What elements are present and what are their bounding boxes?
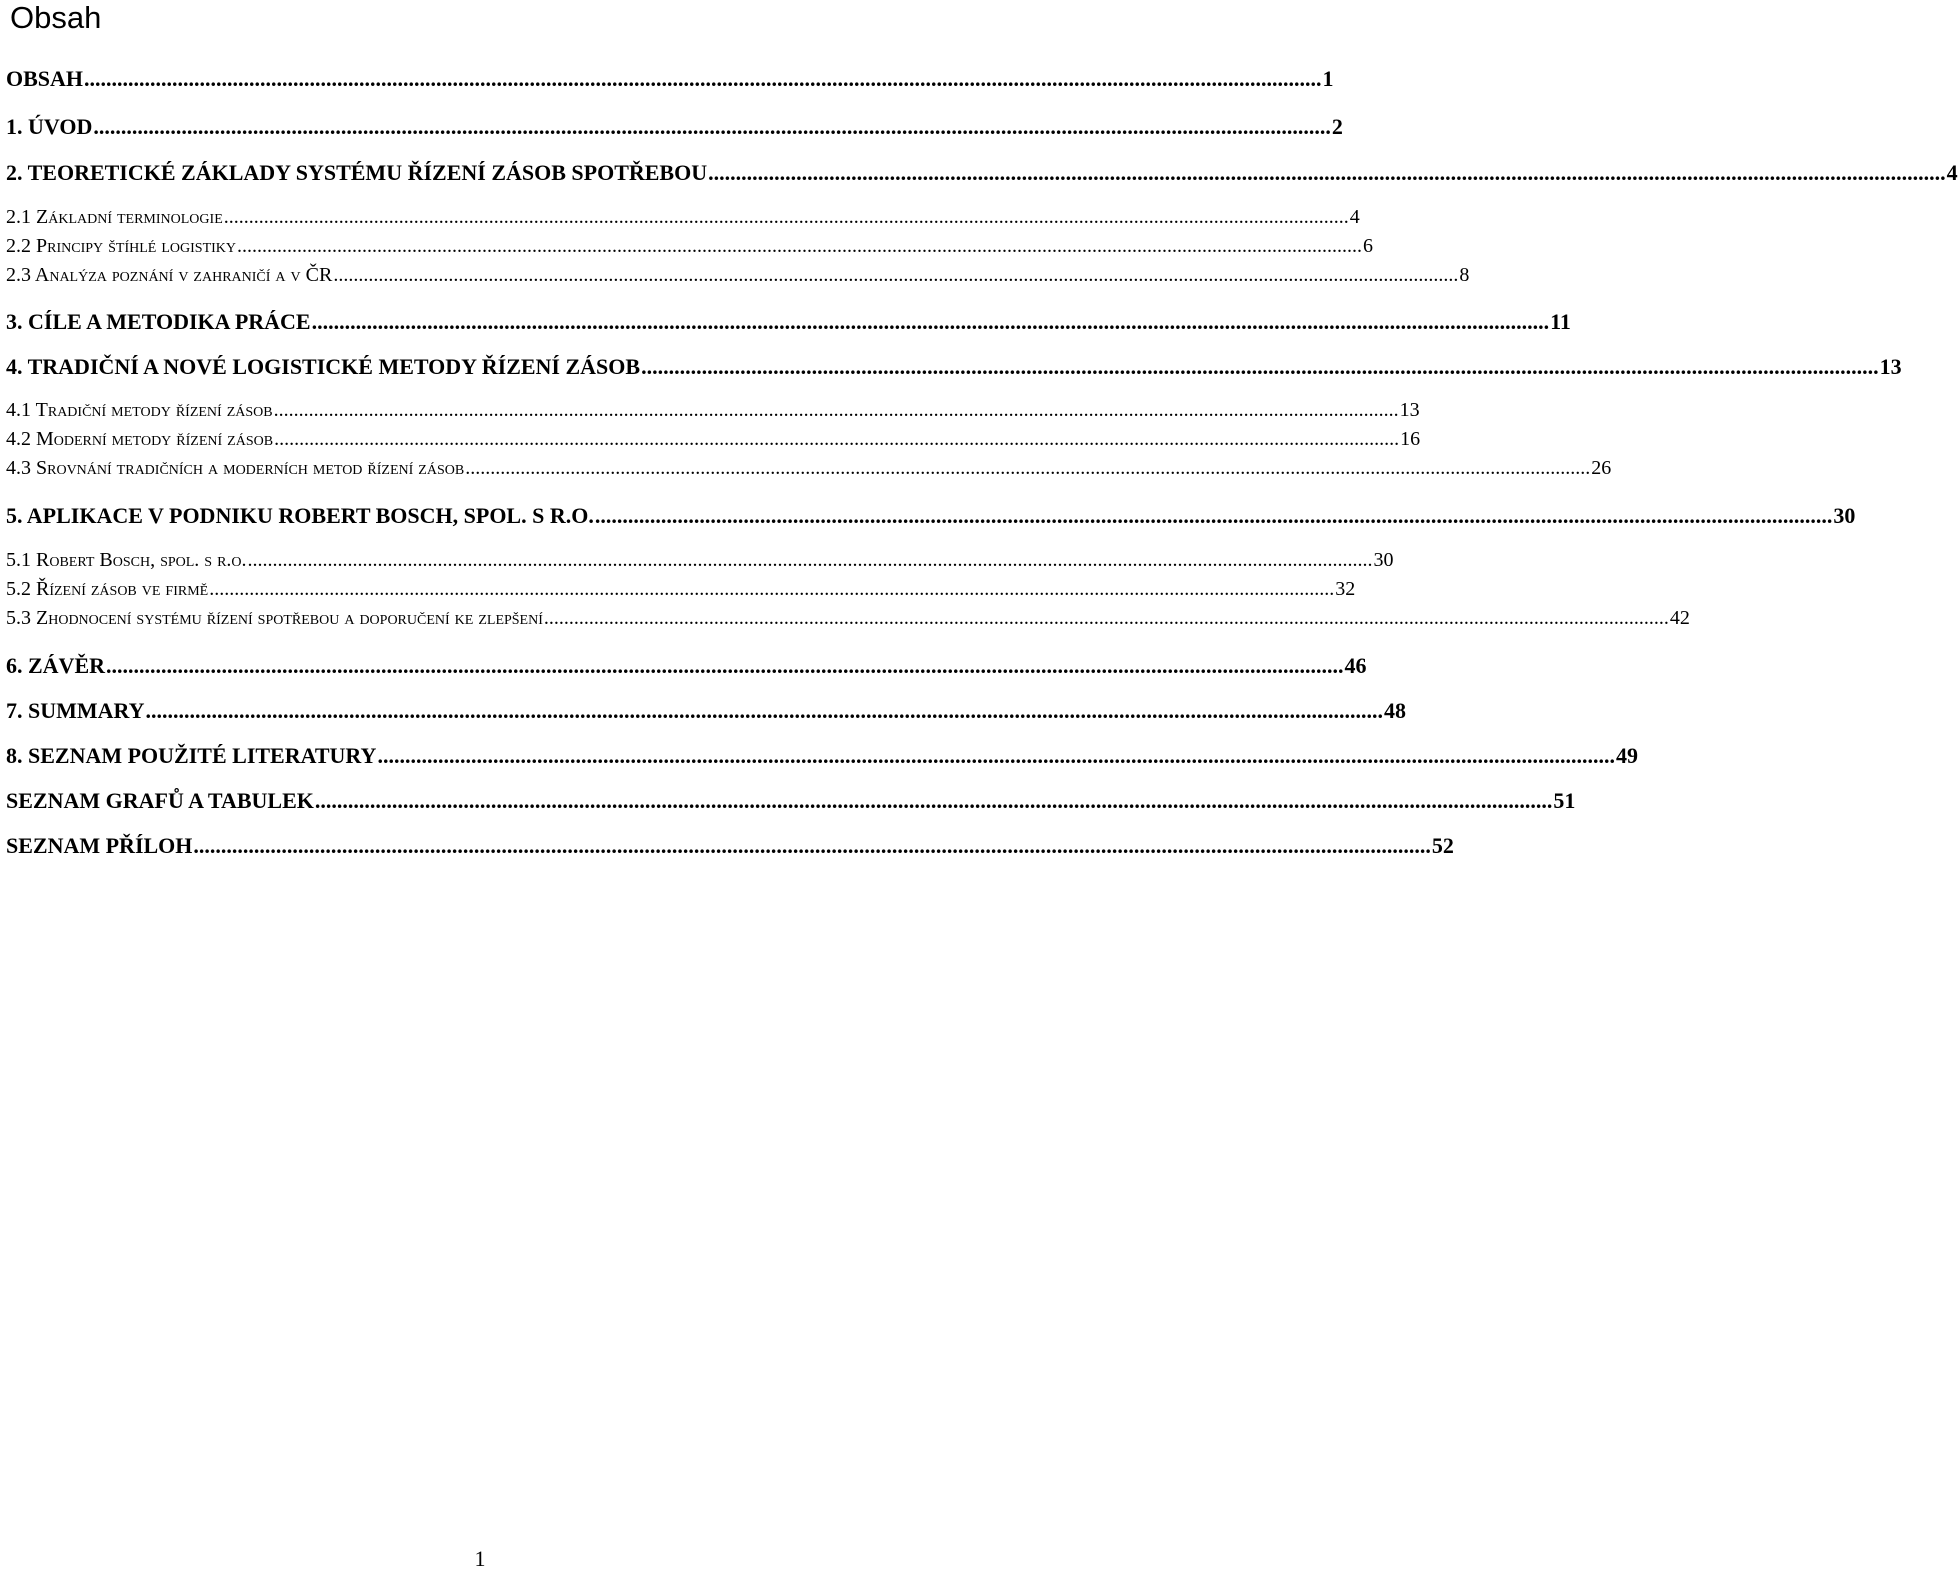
toc-entry-title: 4.1 Tradiční metody řízení zásob (6, 399, 273, 421)
toc-entry-zhodnoceni-systemu[interactable] (6, 607, 1690, 630)
toc-entry-title: 5. APLIKACE V PODNIKU ROBERT BOSCH, SPOL. S R.O. (6, 503, 594, 528)
toc-entry-title: 5.3 Zhodnocení systému řízení spotřebou a doporučení ke zlepšení (6, 607, 543, 629)
toc-entry-page: 8 (1459, 264, 1470, 286)
toc-entry-title: 2.2 Principy štíhlé logistiky (6, 235, 236, 257)
toc-leader-dots: ................................................................................................................................................................................................................................. (708, 160, 1946, 185)
toc-entry-title: 6. ZÁVĚR (6, 653, 106, 678)
toc-entry-page: 30 (1833, 503, 1856, 528)
toc-leader-dots: ................................................................................................................................................................................................................................. (193, 833, 1431, 858)
toc-entry-seznam-literatury[interactable] (6, 743, 1638, 769)
toc-leader-dots: ................................................................................................................................................................................................................................. (641, 354, 1879, 379)
toc-entry-title: 4. TRADIČNÍ A NOVÉ LOGISTICKÉ METODY ŘÍZENÍ ZÁSOB (6, 354, 641, 379)
toc-entry-rizeni-zasob-ve-firme[interactable] (6, 578, 1356, 601)
toc-entry-title: 2. TEORETICKÉ ZÁKLADY SYSTÉMU ŘÍZENÍ ZÁSOB SPOTŘEBOU (6, 160, 708, 185)
toc-entry-page: 32 (1335, 578, 1356, 600)
toc-entry-page: 13 (1399, 399, 1420, 421)
toc-entry-page: 2 (1331, 114, 1343, 139)
toc-leader-dots: ................................................................................................................................................................................................................................. (274, 428, 1400, 450)
toc-leader-dots: ................................................................................................................................................................................................................................. (377, 743, 1615, 768)
toc-entry-page: 13 (1879, 354, 1902, 379)
toc-leader-dots: ................................................................................................................................................................................................................................. (145, 698, 1384, 723)
toc-leader-dots: ................................................................................................................................................................................................................................. (223, 206, 1349, 228)
toc-entry-page: 16 (1400, 428, 1421, 450)
toc-entry-title: 3. CÍLE A METODIKA PRÁCE (6, 309, 311, 334)
toc-entry-page: 4 (1946, 160, 1958, 185)
toc-entry-title: 1. ÚVOD (6, 114, 93, 139)
toc-leader-dots: ................................................................................................................................................................................................................................. (594, 503, 1833, 528)
toc-entry-seznam-grafu-a-tabulek[interactable] (6, 788, 1576, 814)
toc-entry-title: 8. SEZNAM POUŽITÉ LITERATURY (6, 743, 377, 768)
toc-entry-title: SEZNAM GRAFŮ A TABULEK (6, 788, 314, 813)
toc-leader-dots: ................................................................................................................................................................................................................................. (311, 309, 1550, 334)
toc-leader-dots: ................................................................................................................................................................................................................................. (106, 653, 1344, 678)
toc-entry-tradicni-a-nove-metody[interactable] (6, 354, 1902, 380)
page-title: Obsah (10, 0, 102, 35)
toc-entry-zakladni-terminologie[interactable] (6, 206, 1360, 229)
toc-leader-dots: ................................................................................................................................................................................................................................. (314, 788, 1553, 813)
toc-entry-moderni-metody[interactable] (6, 428, 1421, 451)
toc-entry-principy-stihle-logistiky[interactable] (6, 235, 1373, 258)
toc-entry-robert-bosch[interactable] (6, 549, 1394, 572)
toc-entry-title: 2.1 Základní terminologie (6, 206, 223, 228)
toc-leader-dots: ................................................................................................................................................................................................................................. (237, 235, 1362, 257)
toc-entry-title: 4.2 Moderní metody řízení zásob (6, 428, 274, 450)
toc-entry-title: 7. SUMMARY (6, 698, 145, 723)
toc-entry-aplikace-v-podniku[interactable] (6, 503, 1856, 529)
toc-leader-dots: ................................................................................................................................................................................................................................. (209, 578, 1335, 600)
toc-entry-page: 6 (1363, 235, 1373, 257)
toc-entry-page: 30 (1373, 549, 1394, 571)
toc-entry-obsah[interactable] (6, 66, 1334, 92)
page-number: 1 (474, 1546, 486, 1571)
toc-leader-dots: ................................................................................................................................................................................................................................. (93, 114, 1331, 139)
toc-entry-title: SEZNAM PŘÍLOH (6, 833, 193, 858)
toc-entry-title: 2.3 Analýza poznání v zahraničí a v ČR (6, 264, 333, 286)
toc-entry-page: 11 (1550, 309, 1571, 334)
toc-entry-page: 4 (1349, 206, 1360, 228)
toc-entry-page: 42 (1669, 607, 1690, 629)
toc-entry-page: 49 (1615, 743, 1638, 768)
toc-entry-cile-a-metodika[interactable] (6, 309, 1571, 335)
toc-leader-dots: ................................................................................................................................................................................................................................. (543, 607, 1669, 629)
toc-entry-srovnani-metod[interactable] (6, 457, 1612, 480)
toc-entry-seznam-priloh[interactable] (6, 833, 1454, 859)
toc-entry-page: 52 (1431, 833, 1454, 858)
toc-entry-zaver[interactable] (6, 653, 1367, 679)
toc-entry-page: 51 (1553, 788, 1576, 813)
toc-entry-page: 48 (1384, 698, 1407, 723)
toc-leader-dots: ................................................................................................................................................................................................................................. (465, 457, 1591, 479)
toc-entry-page: 26 (1591, 457, 1612, 479)
toc-entry-analyza-poznani[interactable] (6, 264, 1470, 287)
toc-entry-tradicni-metody[interactable] (6, 399, 1420, 422)
toc-leader-dots: ................................................................................................................................................................................................................................. (273, 399, 1399, 421)
toc-entry-teoreticke-zaklady[interactable] (6, 160, 1958, 186)
toc-entry-title: OBSAH (6, 66, 84, 91)
toc-entry-title: 5.1 Robert Bosch, spol. s r.o. (6, 549, 247, 571)
toc-entry-page: 1 (1322, 66, 1334, 91)
toc-entry-title: 4.3 Srovnání tradičních a moderních metod řízení zásob (6, 457, 465, 479)
toc-leader-dots: ................................................................................................................................................................................................................................. (333, 264, 1459, 286)
toc-entry-page: 46 (1344, 653, 1367, 678)
toc-leader-dots: ................................................................................................................................................................................................................................. (247, 549, 1373, 571)
toc-entry-title: 5.2 Řízení zásob ve firmě (6, 578, 209, 600)
toc-leader-dots: ................................................................................................................................................................................................................................. (84, 66, 1322, 91)
toc-entry-uvod[interactable] (6, 114, 1343, 140)
toc-entry-summary[interactable] (6, 698, 1407, 724)
